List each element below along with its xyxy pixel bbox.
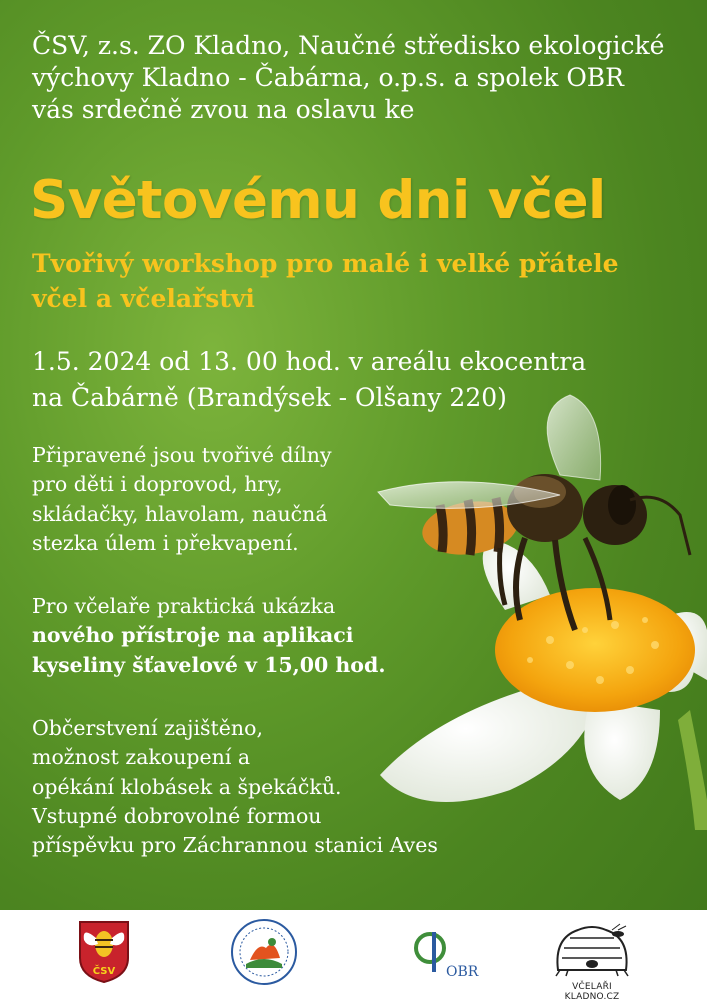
- activities-line: pro děti i doprovod, hry,: [32, 472, 283, 497]
- obr-logo-text: OBR: [446, 964, 479, 980]
- activities-line: stezka úlem i překvapení.: [32, 530, 299, 555]
- beekeepers-line-1: Pro včelaře praktická ukázka: [32, 594, 336, 618]
- refreshments-line: opékání klobásek a špekáčků.: [32, 774, 342, 799]
- refreshments-line: příspěvku pro Záchrannou stanici Aves: [32, 833, 438, 858]
- activities-line: skládačky, hlavolam, naučná: [32, 501, 328, 526]
- beekeepers-line-2: nového přístroje na aplikaci: [32, 623, 354, 648]
- obr-logo: [410, 918, 479, 982]
- vcelari-kladno-logo: [548, 918, 636, 1002]
- refreshments-line: Občerstvení zajištěno,: [32, 716, 263, 740]
- subtitle-line-1: Tvořivý workshop pro malé i velké přátele: [32, 249, 619, 278]
- flower-center: [495, 588, 695, 712]
- intro-text: [32, 30, 692, 126]
- intro-line-3: vás srdečně zvou na oslavu ke: [32, 95, 415, 124]
- date-line: 1.5. 2024 od 13. 00 hod. v areálu ekocentra: [32, 347, 587, 376]
- poster-subtitle: [32, 246, 692, 316]
- ekocentrum-logo: [230, 918, 298, 986]
- csv-logo: [74, 918, 134, 984]
- activities-line: Připravené jsou tvořivé dílny: [32, 443, 332, 467]
- refreshments-line: Vstupné dobrovolné formou: [32, 803, 322, 828]
- subtitle-line-2: včel a včelařstvi: [32, 284, 255, 313]
- intro-line-2: výchovy Kladno - Čabárna, o.p.s. a spolek OBR: [32, 63, 625, 92]
- location-line: na Čabárně (Brandýsek - Olšany 220): [32, 383, 507, 413]
- refreshments-line: možnost zakoupení a: [32, 745, 251, 770]
- beekeepers-line-3: kyseliny šťavelové v 15,00 hod.: [32, 652, 386, 677]
- beehive-icon: [548, 918, 636, 980]
- beekeepers-text: [32, 592, 385, 680]
- csv-logo-text: ČSV: [92, 966, 116, 977]
- refreshments-text: [32, 714, 438, 861]
- intro-line-1: ČSV, z.s. ZO Kladno, Naučné středisko ekologické: [32, 31, 665, 60]
- poster-title: Světovému dni včel: [30, 170, 606, 231]
- activities-text: [32, 441, 332, 558]
- vcelari-logo-text: VČELAŘI KLADNO.CZ: [564, 982, 620, 1002]
- sponsor-logos-footer: [0, 910, 707, 1000]
